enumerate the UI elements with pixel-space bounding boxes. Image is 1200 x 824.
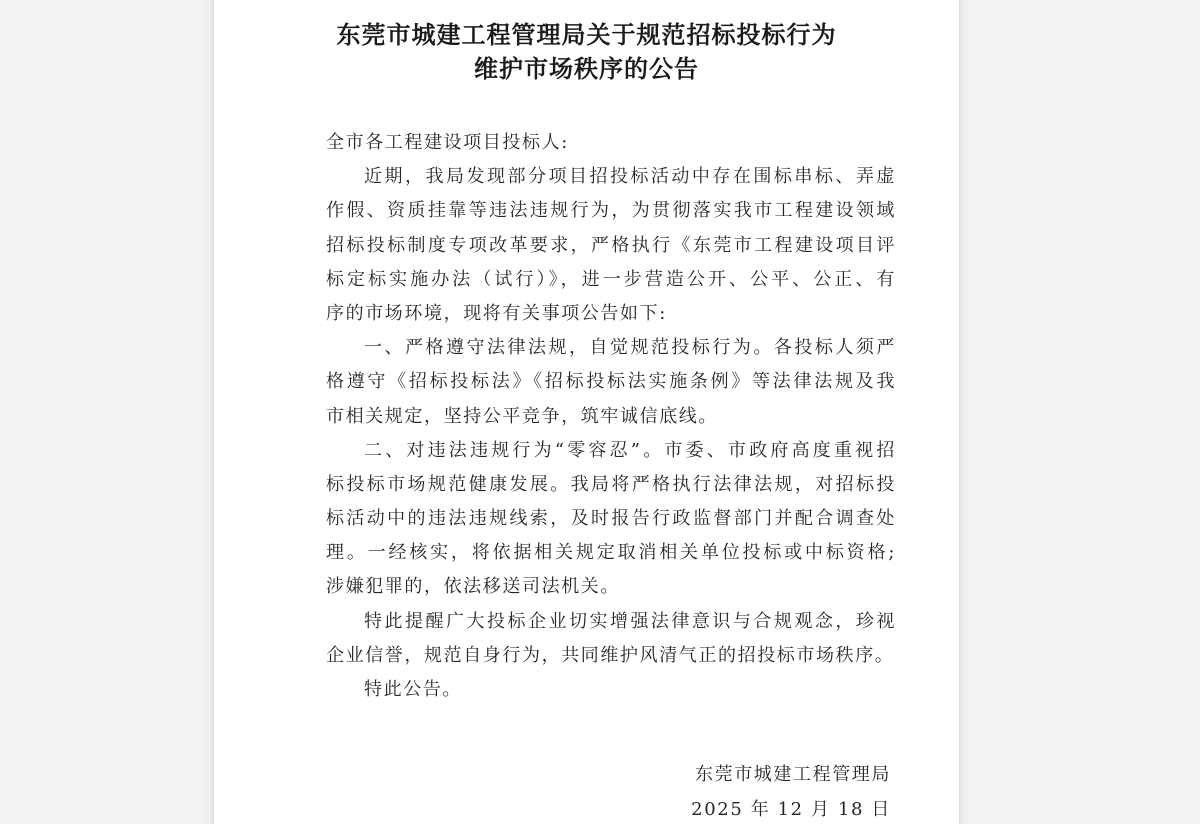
paragraph-line: 招标投标制度专项改革要求，严格执行《东莞市工程建设项目评 xyxy=(326,234,896,256)
signature-date: 2025 年 12 月 18 日 xyxy=(691,799,891,820)
paragraph-line: 涉嫌犯罪的，依法移送司法机关。 xyxy=(326,576,620,598)
paragraph-line: 标活动中的违法违规线索，及时报告行政监督部门并配合调查处 xyxy=(326,508,896,530)
salutation: 全市各工程建设项目投标人: xyxy=(326,132,569,153)
signature-organization: 东莞市城建工程管理局 xyxy=(695,764,891,785)
title-line-1: 东莞市城建工程管理局关于规范招标投标行为 xyxy=(336,21,837,49)
paragraph-line: 二、对违法违规行为“零容忍”。市委、市政府高度重视招 xyxy=(364,439,896,461)
closing-line: 特此公告。 xyxy=(364,679,462,700)
paragraph-line: 标定标实施办法（试行）》，进一步营造公开、公平、公正、有 xyxy=(326,268,896,290)
paragraph-line: 序的市场环境，现将有关事项公告如下: xyxy=(326,302,667,324)
paragraph-line: 作假、资质挂靠等违法违规行为，为贯彻落实我市工程建设领域 xyxy=(326,200,896,222)
document-page xyxy=(214,0,959,824)
paragraph-line: 特此提醒广大投标企业切实增强法律意识与合规观念，珍视 xyxy=(364,610,896,632)
paragraph-line: 市相关规定，坚持公平竞争，筑牢诚信底线。 xyxy=(326,405,718,427)
paragraph-line: 近期，我局发现部分项目招投标活动中存在围标串标、弄虚 xyxy=(364,166,896,188)
paragraph-line: 标投标市场规范健康发展。我局将严格执行法律法规，对招标投 xyxy=(326,473,896,495)
paragraph-line: 格遵守《招标投标法》《招标投标法实施条例》等法律法规及我 xyxy=(326,371,896,393)
document-body xyxy=(326,126,896,707)
paragraph-line: 一、严格遵守法律法规，自觉规范投标行为。各投标人须严 xyxy=(364,337,896,359)
paragraph-line: 理。一经核实，将依据相关规定取消相关单位投标或中标资格; xyxy=(326,542,896,564)
paragraph-line: 企业信誉，规范自身行为，共同维护风清气正的招投标市场秩序。 xyxy=(326,644,895,666)
title-line-2: 维护市场秩序的公告 xyxy=(474,55,699,83)
